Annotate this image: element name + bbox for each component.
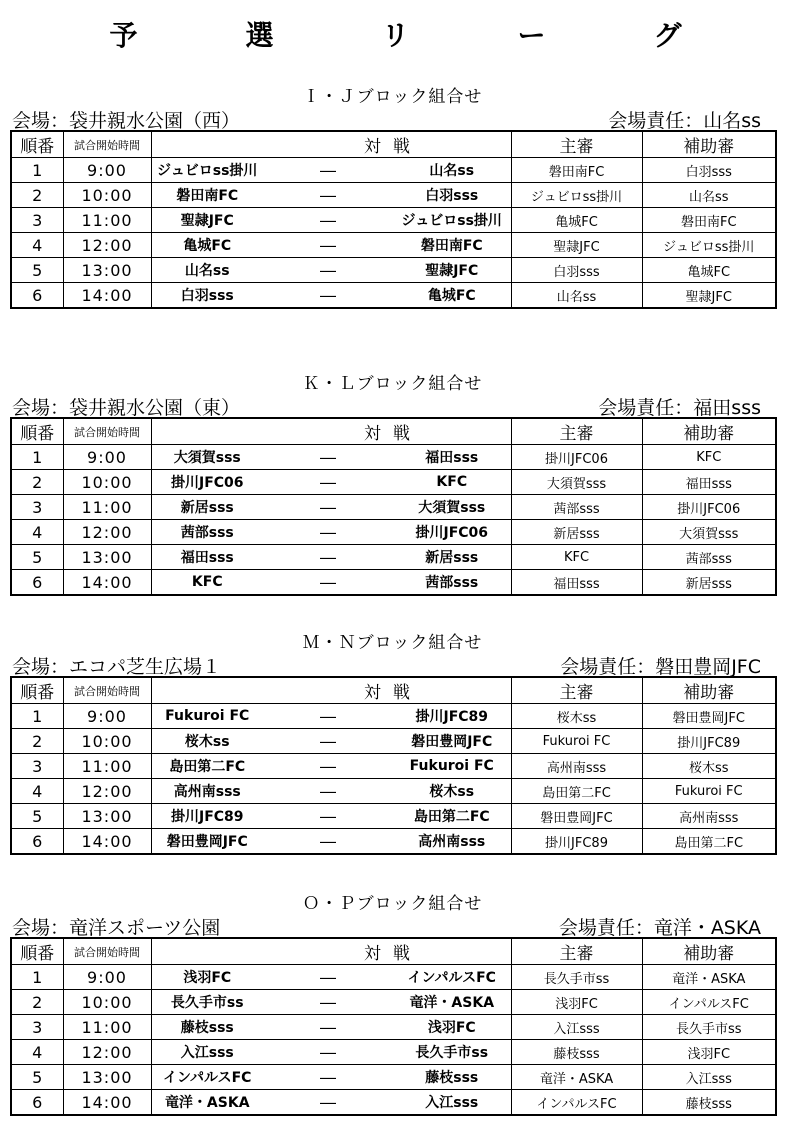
cell-referee: Fukuroi FC [511, 729, 642, 754]
cell-team-b: 高州南sss [393, 829, 511, 855]
cell-team-a: 茜部sss [151, 520, 263, 545]
header-referee: 主審 [511, 938, 642, 965]
cell-team-b: 浅羽FC [393, 1015, 511, 1040]
table-row [11, 754, 776, 779]
header-order: 順番 [11, 418, 63, 445]
cell-order: 4 [11, 520, 63, 545]
header-assistant: 補助審 [642, 131, 776, 158]
table-row [11, 158, 776, 183]
cell-order: 2 [11, 990, 63, 1015]
cell-team-a: Fukuroi FC [151, 704, 263, 729]
cell-team-a: インパルスFC [151, 1065, 263, 1090]
cell-team-a: 掛川JFC89 [151, 804, 263, 829]
cell-referee: 新居sss [511, 520, 642, 545]
venue-label: 会場：袋井親水公園（東） [12, 397, 241, 419]
cell-assistant: 掛川JFC06 [642, 495, 776, 520]
header-referee: 主審 [511, 677, 642, 704]
cell-start-time: 14:00 [63, 570, 151, 596]
cell-order: 4 [11, 233, 63, 258]
header-assistant: 補助審 [642, 938, 776, 965]
venue-responsible-label: 会場責任：磐田豊岡JFC [560, 656, 761, 678]
table-row [11, 965, 776, 990]
cell-start-time: 12:00 [63, 520, 151, 545]
cell-order: 3 [11, 754, 63, 779]
cell-assistant: インパルスFC [642, 990, 776, 1015]
cell-referee: 入江sss [511, 1015, 642, 1040]
cell-vs-dash: ― [263, 520, 393, 545]
cell-team-a: 長久手市ss [151, 990, 263, 1015]
table-row [11, 1015, 776, 1040]
cell-assistant: 福田sss [642, 470, 776, 495]
cell-start-time: 11:00 [63, 495, 151, 520]
cell-start-time: 12:00 [63, 233, 151, 258]
cell-vs-dash: ― [263, 470, 393, 495]
cell-referee: 掛川JFC89 [511, 829, 642, 855]
header-start-time: 試合開始時間 [63, 131, 151, 158]
header-start-time: 試合開始時間 [63, 677, 151, 704]
cell-assistant: 桜木ss [642, 754, 776, 779]
cell-team-b: 茜部sss [393, 570, 511, 596]
table-row [11, 704, 776, 729]
block-title: Ｏ・Ｐブロック組合せ [302, 894, 483, 914]
cell-assistant: 磐田豊岡JFC [642, 704, 776, 729]
table-row [11, 283, 776, 309]
cell-referee: 桜木ss [511, 704, 642, 729]
table-header-row [11, 418, 776, 445]
cell-start-time: 12:00 [63, 779, 151, 804]
cell-vs-dash: ― [263, 829, 393, 855]
header-referee: 主審 [511, 131, 642, 158]
cell-vs-dash: ― [263, 545, 393, 570]
cell-assistant: 白羽sss [642, 158, 776, 183]
cell-assistant: KFC [642, 445, 776, 470]
cell-order: 6 [11, 1090, 63, 1116]
cell-order: 5 [11, 804, 63, 829]
schedule-table [10, 130, 777, 309]
table-row [11, 445, 776, 470]
table-row [11, 729, 776, 754]
schedule-table [10, 937, 777, 1116]
table-row [11, 1040, 776, 1065]
cell-referee: 藤枝sss [511, 1040, 642, 1065]
cell-team-b: 桜木ss [393, 779, 511, 804]
cell-team-b: 掛川JFC06 [393, 520, 511, 545]
cell-referee: 福田sss [511, 570, 642, 596]
cell-vs-dash: ― [263, 208, 393, 233]
cell-order: 1 [11, 965, 63, 990]
cell-start-time: 13:00 [63, 1065, 151, 1090]
cell-team-a: 浅羽FC [151, 965, 263, 990]
cell-team-b: 磐田豊岡JFC [393, 729, 511, 754]
table-row [11, 183, 776, 208]
cell-assistant: 磐田南FC [642, 208, 776, 233]
cell-referee: インパルスFC [511, 1090, 642, 1116]
cell-team-b: 新居sss [393, 545, 511, 570]
cell-vs-dash: ― [263, 283, 393, 309]
venue-responsible-label: 会場責任：福田sss [598, 397, 761, 419]
cell-team-a: 新居sss [151, 495, 263, 520]
venue-responsible-label: 会場責任：竜洋・ASKA [558, 917, 761, 939]
table-row [11, 570, 776, 596]
header-assistant: 補助審 [642, 677, 776, 704]
cell-order: 2 [11, 470, 63, 495]
cell-assistant: 島田第二FC [642, 829, 776, 855]
cell-assistant: 新居sss [642, 570, 776, 596]
table-row [11, 233, 776, 258]
cell-referee: 山名ss [511, 283, 642, 309]
cell-team-b: 福田sss [393, 445, 511, 470]
table-row [11, 1090, 776, 1116]
venue-label: 会場：エコパ芝生広場１ [12, 656, 222, 678]
cell-referee: 亀城FC [511, 208, 642, 233]
cell-start-time: 9:00 [63, 704, 151, 729]
cell-team-a: 藤枝sss [151, 1015, 263, 1040]
cell-order: 4 [11, 779, 63, 804]
cell-referee: 掛川JFC06 [511, 445, 642, 470]
table-row [11, 829, 776, 855]
cell-order: 3 [11, 208, 63, 233]
cell-assistant: 藤枝sss [642, 1090, 776, 1116]
cell-team-a: 島田第二FC [151, 754, 263, 779]
cell-start-time: 10:00 [63, 729, 151, 754]
venue-responsible-label: 会場責任：山名ss [608, 110, 761, 132]
cell-team-a: 山名ss [151, 258, 263, 283]
cell-team-a: 高州南sss [151, 779, 263, 804]
cell-team-b: 聖隷JFC [393, 258, 511, 283]
table-row [11, 1065, 776, 1090]
cell-team-b: 山名ss [393, 158, 511, 183]
schedule-table [10, 676, 777, 855]
cell-team-a: 亀城FC [151, 233, 263, 258]
cell-vs-dash: ― [263, 1040, 393, 1065]
table-row [11, 495, 776, 520]
cell-start-time: 11:00 [63, 208, 151, 233]
block-title: Ｋ・Ｌブロック組合せ [302, 374, 483, 394]
cell-assistant: 亀城FC [642, 258, 776, 283]
table-row [11, 208, 776, 233]
cell-order: 6 [11, 829, 63, 855]
cell-assistant: 高州南sss [642, 804, 776, 829]
table-header-row [11, 677, 776, 704]
cell-referee: 磐田豊岡JFC [511, 804, 642, 829]
cell-referee: 聖隷JFC [511, 233, 642, 258]
cell-order: 1 [11, 445, 63, 470]
cell-order: 4 [11, 1040, 63, 1065]
cell-vs-dash: ― [263, 445, 393, 470]
cell-team-b: 藤枝sss [393, 1065, 511, 1090]
cell-start-time: 10:00 [63, 990, 151, 1015]
cell-referee: 磐田南FC [511, 158, 642, 183]
cell-start-time: 10:00 [63, 470, 151, 495]
cell-vs-dash: ― [263, 1015, 393, 1040]
cell-referee: 浅羽FC [511, 990, 642, 1015]
cell-referee: KFC [511, 545, 642, 570]
cell-vs-dash: ― [263, 570, 393, 596]
cell-order: 3 [11, 1015, 63, 1040]
cell-order: 6 [11, 283, 63, 309]
cell-start-time: 14:00 [63, 283, 151, 309]
cell-start-time: 12:00 [63, 1040, 151, 1065]
table-row [11, 804, 776, 829]
venue-label: 会場：竜洋スポーツ公園 [12, 917, 221, 939]
cell-assistant: 聖隷JFC [642, 283, 776, 309]
header-match-left: 対 [151, 677, 393, 704]
cell-referee: 長久手市ss [511, 965, 642, 990]
cell-vs-dash: ― [263, 1090, 393, 1116]
cell-order: 1 [11, 158, 63, 183]
cell-team-a: 白羽sss [151, 283, 263, 309]
cell-team-b: 長久手市ss [393, 1040, 511, 1065]
cell-start-time: 11:00 [63, 1015, 151, 1040]
header-start-time: 試合開始時間 [63, 418, 151, 445]
header-match-right: 戦 [393, 418, 511, 445]
cell-assistant: 浅羽FC [642, 1040, 776, 1065]
table-row [11, 258, 776, 283]
cell-vs-dash: ― [263, 183, 393, 208]
cell-start-time: 10:00 [63, 183, 151, 208]
header-match-right: 戦 [393, 677, 511, 704]
block-title: Ｍ・Ｎブロック組合せ [302, 633, 483, 653]
cell-order: 5 [11, 545, 63, 570]
table-row [11, 520, 776, 545]
cell-assistant: 茜部sss [642, 545, 776, 570]
cell-team-b: Fukuroi FC [393, 754, 511, 779]
cell-assistant: 大須賀sss [642, 520, 776, 545]
cell-team-b: KFC [393, 470, 511, 495]
cell-referee: 大須賀sss [511, 470, 642, 495]
cell-referee: 島田第二FC [511, 779, 642, 804]
cell-team-a: 福田sss [151, 545, 263, 570]
cell-vs-dash: ― [263, 704, 393, 729]
cell-referee: ジュビロss掛川 [511, 183, 642, 208]
cell-team-a: 大須賀sss [151, 445, 263, 470]
cell-assistant: 掛川JFC89 [642, 729, 776, 754]
cell-vs-dash: ― [263, 233, 393, 258]
cell-assistant: 竜洋・ASKA [642, 965, 776, 990]
cell-team-b: 白羽sss [393, 183, 511, 208]
cell-team-a: 磐田豊岡JFC [151, 829, 263, 855]
table-header-row [11, 131, 776, 158]
cell-team-a: 桜木ss [151, 729, 263, 754]
cell-team-a: 聖隷JFC [151, 208, 263, 233]
header-referee: 主審 [511, 418, 642, 445]
table-row [11, 545, 776, 570]
header-match-left: 対 [151, 418, 393, 445]
cell-vs-dash: ― [263, 729, 393, 754]
cell-referee: 竜洋・ASKA [511, 1065, 642, 1090]
cell-start-time: 14:00 [63, 829, 151, 855]
cell-assistant: 長久手市ss [642, 1015, 776, 1040]
cell-assistant: Fukuroi FC [642, 779, 776, 804]
header-order: 順番 [11, 677, 63, 704]
header-assistant: 補助審 [642, 418, 776, 445]
header-order: 順番 [11, 131, 63, 158]
table-header-row [11, 938, 776, 965]
block-title: Ｉ・Ｊブロック組合せ [302, 87, 483, 107]
cell-order: 6 [11, 570, 63, 596]
cell-team-a: ジュビロss掛川 [151, 158, 263, 183]
cell-vs-dash: ― [263, 158, 393, 183]
header-match-left: 対 [151, 131, 393, 158]
cell-vs-dash: ― [263, 258, 393, 283]
schedule-table [10, 417, 777, 596]
header-match-left: 対 [151, 938, 393, 965]
cell-assistant: 入江sss [642, 1065, 776, 1090]
cell-order: 5 [11, 1065, 63, 1090]
cell-assistant: ジュビロss掛川 [642, 233, 776, 258]
cell-start-time: 14:00 [63, 1090, 151, 1116]
cell-team-b: 入江sss [393, 1090, 511, 1116]
cell-start-time: 13:00 [63, 258, 151, 283]
cell-order: 3 [11, 495, 63, 520]
cell-team-a: 磐田南FC [151, 183, 263, 208]
cell-vs-dash: ― [263, 754, 393, 779]
cell-team-b: 掛川JFC89 [393, 704, 511, 729]
cell-order: 1 [11, 704, 63, 729]
cell-order: 2 [11, 729, 63, 754]
table-row [11, 470, 776, 495]
cell-team-b: ジュビロss掛川 [393, 208, 511, 233]
header-match-right: 戦 [393, 131, 511, 158]
venue-label: 会場：袋井親水公園（西） [12, 110, 241, 132]
cell-start-time: 9:00 [63, 965, 151, 990]
cell-vs-dash: ― [263, 495, 393, 520]
cell-team-b: 亀城FC [393, 283, 511, 309]
cell-vs-dash: ― [263, 804, 393, 829]
cell-team-b: 島田第二FC [393, 804, 511, 829]
cell-vs-dash: ― [263, 990, 393, 1015]
table-row [11, 990, 776, 1015]
cell-vs-dash: ― [263, 779, 393, 804]
cell-referee: 高州南sss [511, 754, 642, 779]
cell-start-time: 9:00 [63, 158, 151, 183]
cell-team-a: KFC [151, 570, 263, 596]
cell-start-time: 13:00 [63, 545, 151, 570]
header-start-time: 試合開始時間 [63, 938, 151, 965]
cell-vs-dash: ― [263, 965, 393, 990]
cell-team-a: 竜洋・ASKA [151, 1090, 263, 1116]
cell-start-time: 13:00 [63, 804, 151, 829]
page-title: 予 選 リ ー グ [109, 19, 722, 52]
cell-order: 5 [11, 258, 63, 283]
cell-start-time: 9:00 [63, 445, 151, 470]
cell-start-time: 11:00 [63, 754, 151, 779]
cell-referee: 白羽sss [511, 258, 642, 283]
header-match-right: 戦 [393, 938, 511, 965]
cell-vs-dash: ― [263, 1065, 393, 1090]
cell-team-b: 大須賀sss [393, 495, 511, 520]
cell-team-a: 掛川JFC06 [151, 470, 263, 495]
cell-referee: 茜部sss [511, 495, 642, 520]
table-row [11, 779, 776, 804]
cell-team-b: 磐田南FC [393, 233, 511, 258]
cell-team-a: 入江sss [151, 1040, 263, 1065]
cell-team-b: インパルスFC [393, 965, 511, 990]
cell-order: 2 [11, 183, 63, 208]
header-order: 順番 [11, 938, 63, 965]
cell-assistant: 山名ss [642, 183, 776, 208]
cell-team-b: 竜洋・ASKA [393, 990, 511, 1015]
